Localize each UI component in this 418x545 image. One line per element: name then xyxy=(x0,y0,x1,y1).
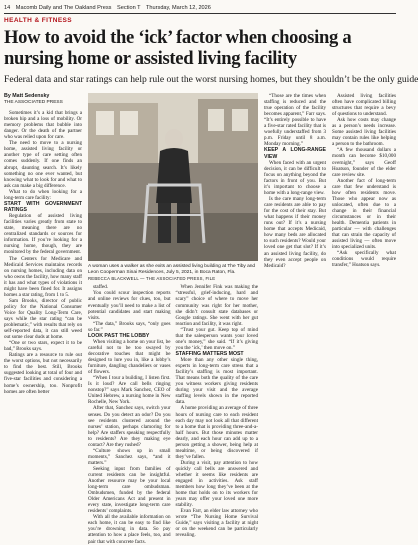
paragraph: Seeking input from families of current residents can be insightful. Another resource may be your local long-term care ombudsman. Ombudsmen, funded by the federal Older Americans Act and present in every state, investigate long-term care residents’ complaints. xyxy=(88,465,171,515)
paragraph: “When I tour a building, I listen first. Is it loud? Are call bells ringing nonstop?” says Mark Sanchez, CEO of United Hebrew, a nursing home in New Rochelle, New York. xyxy=(88,375,171,406)
paragraph: Another fact of long-term care that few understand is how often residents move. Those who appear now as unlocated, often due to a change in their financial circumstances or in their health. Dementia patients in particular — with challenges that can strain the capacity of assisted living — often move into specialized units. xyxy=(332,177,396,251)
column-3a xyxy=(264,93,326,397)
paragraph: “A few thousand dollars a month can become $10,000 overnight,” says Geoff Hoatson, founder of the elder care review site. xyxy=(332,147,396,178)
paragraph: “Those are the times when staffing is reduced and the true operation of the facility becomes apparent,” Farr says. “It’s entirely possible to have a five-star rated facility that is woefully understaffed from 3 p.m. Friday until 8 a.m. Monday morning.” xyxy=(264,93,326,148)
subhead: STAFFING MATTERS MOST xyxy=(175,350,244,357)
deck: Federal data and star ratings can help rule out the worst nursing homes, but they shouldn’t be the only guide xyxy=(4,74,418,85)
paragraph: More than any other single thing, experts in long-term care stress that a facility’s staffing is most important. That means both the quality of the care you witness workers giving residents during your visit and the average staffing levels shown in the reported data. xyxy=(175,357,258,406)
paragraph: Is the care many long-term care residents are able to pay for the cost of their stay. But what happens if their money runs out? If it’s a nursing home that accepts Medicaid, how many beds are allocated to such residents? Would your loved one get that slot? If it’s an assisted living facility, do they even accept people on Medicaid? xyxy=(264,196,326,269)
paragraph: When Jennifer Fink was making the “stressful, grief-inducing, hard and scary” choice of where to move her community was right for her mother, she didn’t consult state databases or Google ratings. She went with her gut reaction and facility, it was right. xyxy=(175,284,258,327)
paragraph: Assisted living facilities often have complicated billing structures that require a bevy of questions to understand. xyxy=(332,93,396,118)
paragraph: staffed. xyxy=(93,284,109,291)
article-column-2 xyxy=(88,93,258,545)
paragraph: Regulation of assisted living facilities varies greatly from state to state, meaning there are no centralized standards or sources for information. If you’re looking for a nursing home, though, they are monitored by the federal government. xyxy=(4,213,82,256)
paragraph: “Culture shows up in small moments,” Sanchez says, “and it matters.” xyxy=(88,447,171,466)
paragraph: When visiting a home on your list, be careful not to be too swayed by decorative touches that might be designed to lure you in, like a lobby’s furniture, dangling chandeliers or vases of flowers. xyxy=(88,338,171,376)
headline: How to avoid the ‘ick’ factor when choosing a nursing home or assisted living facility xyxy=(4,27,352,69)
paragraph: With all the available information on each home, it can be easy to find like you’re drowning in data. So pay attention to how a place feels, too, and pair that with concrete facts. xyxy=(88,514,171,545)
paragraph: Evan Farr, an elder law attorney who wrote “The Nursing Home Survival Guide,” says visiting a facility at night or on the weekend can be particularly revealing. xyxy=(175,508,258,539)
paragraph: When faced with an urgent decision, it can be difficult to focus on anything beyond the factors in front of you. But it’s important to choose a home with a long-range view. xyxy=(264,159,326,197)
paragraph: After that, Sanchez says, switch your senses. Do you detect an odor? Do you see residents clustered around the nurses’ station, perhaps clamoring for help? Are staffers speaking respectfully to residents? Are they making eye contact? Are they rushed? xyxy=(88,405,171,448)
column-2-text xyxy=(88,284,258,544)
paragraph: “One or two stars, expect it to be bad,” Brooks says. xyxy=(4,340,82,353)
paragraph: “Ask specifically what conditions would require transfer,” Hoatson says. xyxy=(332,250,396,269)
paper-name: Macomb Daily and The Oakland Press xyxy=(15,5,112,11)
paragraph: Sam Brooks, director of public policy for the National Consumer Voice for Quality Long-Term Care, says while the star rating “can be problematic,” with results that rely on self-reported data, it can still weed out some clear duds at home. xyxy=(4,297,82,341)
paragraph: “The data,” Brooks says, “only goes so far.” xyxy=(88,320,171,333)
paragraph: Ask how costs may change as a person’s needs increase. Some assisted living facilities may contain rules like helping a person to the bathroom. xyxy=(332,117,396,148)
photo-illustration xyxy=(88,93,258,261)
paragraph: Sometimes it’s a kid that brings a broken hip and a loss of mobility. Or memory problems that bubble into danger. Or the death of the partner who was relied upon for care. xyxy=(4,110,82,141)
issue-date: Thursday, March 12, 2026 xyxy=(146,5,211,11)
photo-caption xyxy=(88,264,258,281)
byline-org: THE ASSOCIATED PRESS xyxy=(4,100,63,106)
page-folio xyxy=(4,4,396,14)
article-column-3 xyxy=(264,93,396,397)
section-label: HEALTH & FITNESS xyxy=(4,17,73,24)
paragraph: The Centers for Medicare and Medicaid Services maintains records on nursing homes, including data on who owns the facility, how many staff it has and what types of violations it might have been fined for. It assigns homes a star rating, from 1 to 5. xyxy=(4,255,82,298)
subhead: KEEP A LONG-RANGE VIEW xyxy=(264,147,326,160)
photo-credit: REBECCA BLACKWELL — THE ASSOCIATED PRESS, FILE xyxy=(88,275,216,281)
subhead: LOOK PAST THE LOBBY xyxy=(88,332,150,339)
page-number: 14 xyxy=(4,5,11,11)
section-name: Section T xyxy=(117,5,141,11)
paragraph: “Trust your gut. Keep top of mind that the salesperson wants your loved one’s money,” she said. “If it’s giving you the ‘ick,’ then move on.” xyxy=(175,326,258,351)
paragraph: A home providing an average of three hours of nursing care to each resident each day may not look all that different to a home that is providing three-and-a-half hours. But those minutes matter dearly, and each hour can add up to a person getting a shower, being help at mealtime, or being discovered if they’ve fallen. xyxy=(175,405,258,460)
caption-text: A woman uses a walker as she exits an assisted living building at The Tiby and Leon Cooperman Sinai Residences, July 5, 2021, in Boca Raton, Fla. xyxy=(88,264,256,275)
byline-author: By Matt Sedensky xyxy=(4,93,50,99)
paragraph: Ratings are a resource to rule out the worst options, but not necessarily to find the best. Still, Brooks suggested looking at total of four and five-star facilities and considering a home’s ownership, too. Nonprofit homes are often better xyxy=(4,352,82,395)
subhead: START WITH GOVERNMENT RATINGS xyxy=(4,200,82,213)
paragraph: During a visit, pay attention to how quickly call bells are answered and whether it seems like residents are engaged in activities. Ask staff members how long they’ve been at the home that holds on to its workers for years may offer your loved one more stability. xyxy=(175,459,258,509)
paragraph: What to do when looking for a long-term care facility: xyxy=(4,188,82,201)
paragraph: The need to move to a nursing home, assisted living facility or another type of care setting often comes suddenly. If one finds an abrupt, daunting search. It’s likely something no one ever wanted, but knowing what to look for and what to ask can make a big difference. xyxy=(4,140,82,189)
column-3b xyxy=(332,93,396,397)
article-column-1 xyxy=(4,93,82,397)
article-photo xyxy=(88,93,258,261)
paragraph: You could scour inspection reports and online reviews for clues, too, but eventually you’ll need to make a list of potential candidates and start making visits. xyxy=(88,290,171,321)
